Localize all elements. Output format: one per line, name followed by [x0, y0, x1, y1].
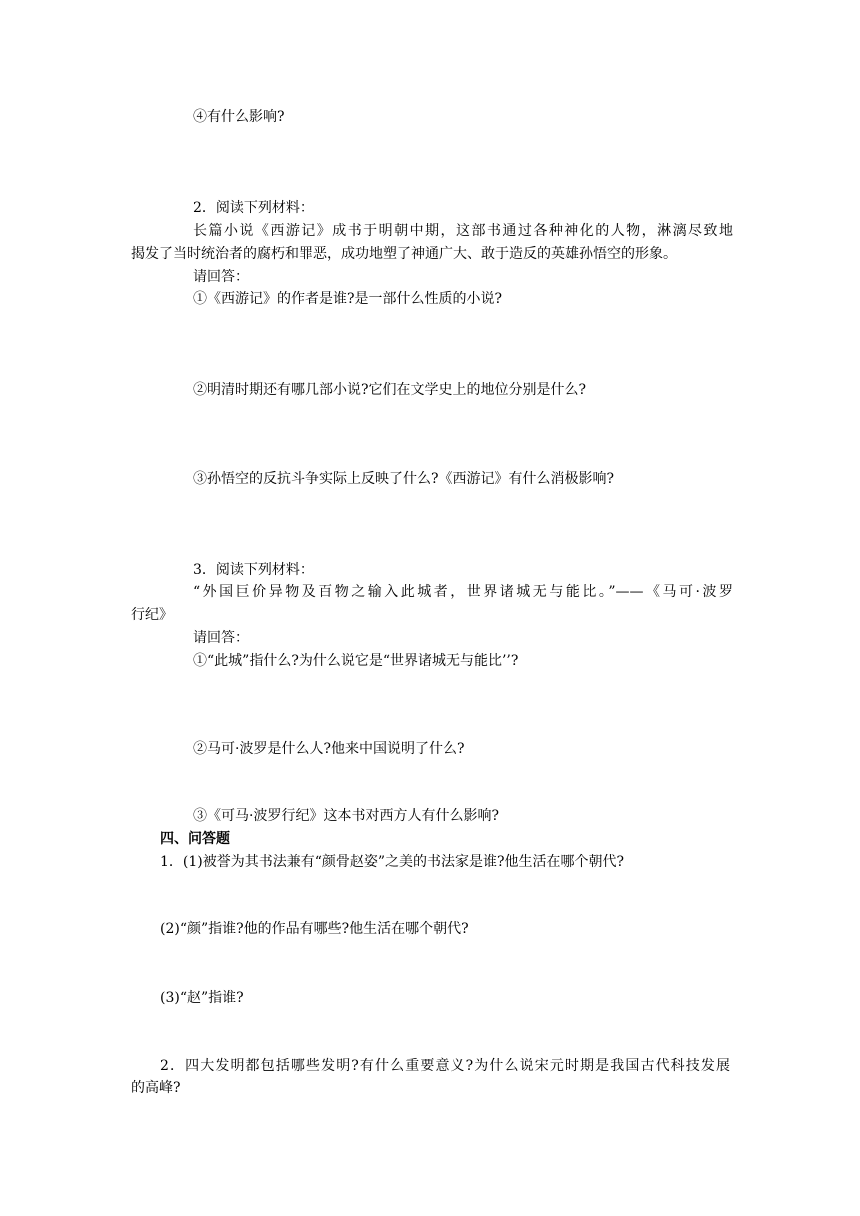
prompt-text: 请回答：: [193, 630, 249, 646]
question-text: ②明清时期还有哪几部小说?它们在文学史上的地位分别是什么?: [193, 382, 587, 398]
question-text: ①“此城”指什么?为什么说它是“世界诸城无与能比’’?: [193, 653, 519, 669]
question-text: (2)“颜”指谁?他的作品有哪些?他生活在哪个朝代?: [160, 921, 469, 937]
material-text: “外国巨价异物及百物之输入此城者，世界诸城无与能比。”——《马可·波罗: [193, 584, 733, 600]
question-text: ④有什么影响?: [193, 109, 285, 125]
material-text: 行纪》: [131, 607, 173, 623]
question-heading: 3．阅读下列材料：: [193, 562, 314, 578]
material-text: 揭发了当时统治者的腐朽和罪恶，成功地塑了神通广大、敢于造反的英雄孙悟空的形象。: [131, 246, 677, 262]
question-text: 1．(1)被誉为其书法兼有“颜骨赵姿”之美的书法家是谁?他生活在哪个朝代?: [160, 854, 625, 870]
prompt-text: 请回答：: [193, 269, 249, 285]
material-text: 长篇小说《西游记》成书于明朝中期，这部书通过各种神化的人物，淋漓尽致地: [193, 223, 733, 239]
question-text: 的高峰?: [131, 1080, 181, 1096]
question-text: (3)“赵”指谁?: [160, 990, 244, 1006]
question-heading: 2．阅读下列材料：: [193, 200, 314, 216]
section-heading: 四、问答题: [160, 831, 230, 847]
question-text: ③孙悟空的反抗斗争实际上反映了什么?《西游记》有什么消极影响?: [193, 471, 615, 487]
question-text: ②马可·波罗是什么人?他来中国说明了什么?: [193, 741, 465, 757]
question-text: 2．四大发明都包括哪些发明?有什么重要意义?为什么说宋元时期是我国古代科技发展: [160, 1058, 730, 1074]
question-text: ③《可马·波罗行纪》这本书对西方人有什么影响?: [193, 808, 499, 824]
question-text: ①《西游记》的作者是谁?是一部什么性质的小说?: [193, 291, 503, 307]
